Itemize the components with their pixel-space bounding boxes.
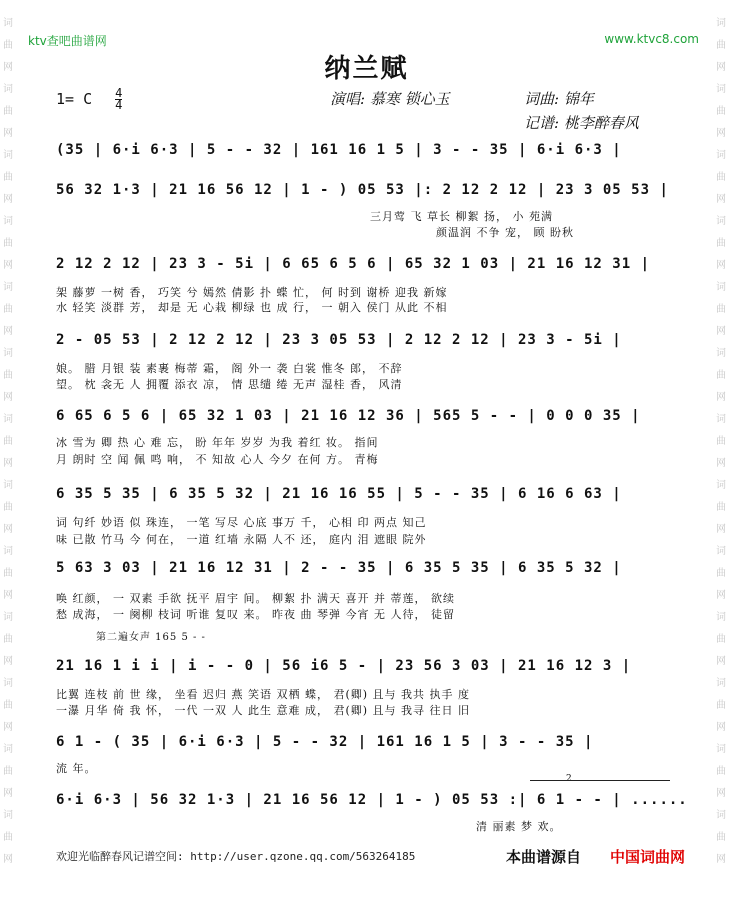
- side-watermark-glyph: 网: [716, 788, 726, 799]
- side-watermark-glyph: 曲: [716, 766, 726, 777]
- side-watermark-glyph: 词: [3, 414, 13, 425]
- side-watermark-glyph: 曲: [3, 40, 13, 51]
- side-watermark-glyph: 网: [716, 854, 726, 865]
- score-row-8-sub-voice: 第二遍女声 165 5 - -: [96, 632, 206, 643]
- score-row-3-notes: 2 12 2 12 | 23 3 - 5i | 6 65 6 5 6 | 65 32 1 03 | 21 16 12 31 |: [56, 256, 651, 272]
- side-watermark-glyph: 曲: [716, 106, 726, 117]
- side-watermark-glyph: 词: [716, 18, 726, 29]
- side-watermark-glyph: 曲: [3, 568, 13, 579]
- side-watermark-glyph: 词: [716, 414, 726, 425]
- side-watermark-glyph: 网: [3, 722, 13, 733]
- side-watermark-glyph: 词: [716, 546, 726, 557]
- score-row-9-notes: 6 1 - ( 35 | 6·i 6·3 | 5 - - 32 | 161 16 1 5 | 3 - - 35 |: [56, 734, 594, 750]
- footer-source-label: 本曲谱源自: [506, 848, 582, 866]
- side-watermark-glyph: 词: [716, 678, 726, 689]
- side-watermark-glyph: 网: [3, 326, 13, 337]
- performers: 演唱: 慕寒 锁心玉: [330, 90, 450, 108]
- score-row-7-lyric-2: 愁 成海， 一 阕柳 枝词 听谁 复叹 来。 昨夜 曲 琴弹 今宵 无 人待， 徒留: [56, 608, 455, 621]
- footer-source-site: 中国词曲网: [610, 848, 686, 866]
- side-watermark-glyph: 曲: [716, 634, 726, 645]
- side-watermark-glyph: 曲: [716, 832, 726, 843]
- side-watermark-glyph: 曲: [716, 568, 726, 579]
- time-top: 4: [115, 86, 123, 100]
- side-watermark-glyph: 曲: [3, 436, 13, 447]
- side-watermark-glyph: 网: [716, 194, 726, 205]
- score-row-2-lyric-2: 颜温润 不争 宠， 顾 盼秋: [436, 226, 574, 239]
- side-watermark-glyph: 网: [716, 656, 726, 667]
- side-watermark-glyph: 词: [716, 282, 726, 293]
- side-watermark-glyph: 词: [716, 480, 726, 491]
- side-watermark-glyph: 词: [716, 810, 726, 821]
- watermark-site-right: www.ktvc8.com: [604, 32, 699, 46]
- side-watermark-glyph: 曲: [3, 370, 13, 381]
- side-watermark-glyph: 词: [3, 810, 13, 821]
- score-row-8-notes: 21 16 1 i i | i - - 0 | 56 i6 5 - | 23 56 3 03 | 21 16 12 3 |: [56, 658, 632, 674]
- side-watermark-glyph: 词: [716, 150, 726, 161]
- watermark-site-left: ktv查吧曲谱网: [28, 34, 107, 48]
- side-watermark-glyph: 词: [3, 150, 13, 161]
- side-watermark-glyph: 词: [3, 282, 13, 293]
- score-row-7-notes: 5 63 3 03 | 21 16 12 31 | 2 - - 35 | 6 35 5 35 | 6 35 5 32 |: [56, 560, 622, 576]
- score-row-6-notes: 6 35 5 35 | 6 35 5 32 | 21 16 16 55 | 5 - - 35 | 6 16 6 63 |: [56, 486, 622, 502]
- transcriber: 记谱: 桃李醉春风: [524, 114, 639, 132]
- score-row-8-lyric-2: 一瀑 月华 倚 我 怀， 一代 一双 人 此生 意难 成， 君(卿) 且与 我寻 往日 旧: [56, 704, 471, 717]
- song-title: 纳兰赋: [324, 54, 409, 84]
- score-row-4-lyric-1: 娘。 腊 月银 装 素裹 梅蒂 霜， 阁 外一 袭 白裳 惟冬 郎， 不辞: [56, 362, 403, 375]
- left-watermark-column: [0, 0, 20, 897]
- side-watermark-glyph: 网: [3, 128, 13, 139]
- side-watermark-glyph: 曲: [3, 304, 13, 315]
- time-signature: [115, 88, 122, 111]
- score-row-6-lyric-2: 味 已散 竹马 今 何在， 一道 红墙 永隔 人不 还， 庭内 泪 遮眼 院外: [56, 533, 427, 546]
- composer: 词曲: 锦年: [524, 90, 594, 108]
- score-row-9-lyric-1: 流 年。: [56, 762, 97, 775]
- side-watermark-glyph: 曲: [716, 238, 726, 249]
- side-watermark-glyph: 词: [3, 18, 13, 29]
- time-bottom: 4: [115, 98, 123, 112]
- side-watermark-glyph: 网: [716, 524, 726, 535]
- side-watermark-glyph: 曲: [716, 436, 726, 447]
- side-watermark-glyph: 词: [3, 348, 13, 359]
- side-watermark-glyph: 曲: [3, 106, 13, 117]
- side-watermark-glyph: 网: [716, 722, 726, 733]
- side-watermark-glyph: 网: [3, 392, 13, 403]
- side-watermark-glyph: 网: [3, 524, 13, 535]
- side-watermark-glyph: 曲: [716, 40, 726, 51]
- side-watermark-glyph: 曲: [716, 172, 726, 183]
- volta-ending-number: 2: [566, 774, 573, 784]
- side-watermark-glyph: 词: [3, 744, 13, 755]
- side-watermark-glyph: 曲: [716, 700, 726, 711]
- side-watermark-glyph: 网: [3, 590, 13, 601]
- side-watermark-glyph: 曲: [3, 238, 13, 249]
- score-row-5-lyric-2: 月 朗时 空 闻 佩 鸣 响， 不 知故 心人 今夕 在何 方。 青梅: [56, 453, 379, 466]
- side-watermark-glyph: 词: [3, 480, 13, 491]
- side-watermark-glyph: 词: [3, 84, 13, 95]
- score-row-3-lyric-2: 水 轻笑 淡群 芳， 却是 无 心栽 柳绿 也 成 行， 一 朝入 侯门 从此 不相: [56, 301, 448, 314]
- side-watermark-glyph: 网: [716, 590, 726, 601]
- side-watermark-glyph: 词: [3, 612, 13, 623]
- score-row-2-notes: 56 32 1·3 | 21 16 56 12 | 1 - ) 05 53 |: 2 12 2 12 | 23 3 05 53 |: [56, 182, 669, 198]
- score-row-3-lyric-1: 架 藤萝 一树 香， 巧笑 兮 嫣然 倩影 扑 蝶 忙， 何 时到 谢桥 迎我 新嫁: [56, 286, 448, 299]
- side-watermark-glyph: 网: [3, 656, 13, 667]
- key-signature: [56, 88, 122, 111]
- side-watermark-glyph: 网: [3, 62, 13, 73]
- footer-welcome: 欢迎光临醉春风记谱空间: http://user.qzone.qq.com/563264185: [56, 850, 416, 863]
- score-row-1-notes: (35 | 6·i 6·3 | 5 - - 32 | 161 16 1 5 | 3 - - 35 | 6·i 6·3 |: [56, 142, 622, 158]
- side-watermark-glyph: 曲: [3, 502, 13, 513]
- side-watermark-glyph: 网: [716, 458, 726, 469]
- side-watermark-glyph: 词: [716, 612, 726, 623]
- side-watermark-glyph: 曲: [3, 700, 13, 711]
- side-watermark-glyph: 词: [716, 348, 726, 359]
- side-watermark-glyph: 网: [716, 392, 726, 403]
- side-watermark-glyph: 曲: [716, 370, 726, 381]
- volta-bracket: [530, 780, 670, 781]
- side-watermark-glyph: 词: [3, 546, 13, 557]
- side-watermark-glyph: 词: [716, 744, 726, 755]
- side-watermark-glyph: 词: [3, 678, 13, 689]
- score-row-2-lyric-1: 三月莺 飞 草长 柳絮 扬， 小 苑满: [370, 210, 553, 223]
- side-watermark-glyph: 网: [716, 326, 726, 337]
- score-row-7-lyric-1: 唤 红颜， 一 双素 手欲 抚平 眉宇 间。 柳絮 扑 满天 喜开 并 蒂莲， 欲续: [56, 592, 455, 605]
- side-watermark-glyph: 曲: [3, 172, 13, 183]
- score-row-6-lyric-1: 词 句纤 妙语 似 珠连， 一笔 写尽 心底 事万 千， 心相 印 两点 知己: [56, 516, 427, 529]
- score-row-4-notes: 2 - 05 53 | 2 12 2 12 | 23 3 05 53 | 2 12 2 12 | 23 3 - 5i |: [56, 332, 622, 348]
- side-watermark-glyph: 曲: [716, 502, 726, 513]
- right-watermark-column: [713, 0, 733, 897]
- side-watermark-glyph: 曲: [3, 832, 13, 843]
- key-label: 1= C: [56, 90, 93, 108]
- score-row-10-notes: 6·i 6·3 | 56 32 1·3 | 21 16 56 12 | 1 - ) 05 53 :| 6 1 - - | ......: [56, 792, 688, 808]
- side-watermark-glyph: 网: [3, 458, 13, 469]
- score-row-10-lyric-1: 清 丽素 梦 欢。: [476, 820, 562, 833]
- side-watermark-glyph: 曲: [716, 304, 726, 315]
- side-watermark-glyph: 词: [716, 216, 726, 227]
- score-row-8-lyric-1: 比翼 连枝 前 世 缘， 坐看 迟归 燕 笑语 双栖 蝶， 君(卿) 且与 我共 执手 度: [56, 688, 471, 701]
- side-watermark-glyph: 网: [716, 128, 726, 139]
- side-watermark-glyph: 网: [716, 62, 726, 73]
- score-row-5-notes: 6 65 6 5 6 | 65 32 1 03 | 21 16 12 36 | 565 5 - - | 0 0 0 35 |: [56, 408, 641, 424]
- side-watermark-glyph: 网: [3, 854, 13, 865]
- side-watermark-glyph: 词: [3, 216, 13, 227]
- score-row-5-lyric-1: 冰 雪为 卿 热 心 难 忘， 盼 年年 岁岁 为我 着红 妆。 指间: [56, 436, 379, 449]
- side-watermark-glyph: 网: [3, 788, 13, 799]
- side-watermark-glyph: 词: [716, 84, 726, 95]
- score-row-4-lyric-2: 望。 枕 衾无 人 拥覆 添衣 凉， 情 思缱 绻 无声 湿桂 香， 风清: [56, 378, 403, 391]
- side-watermark-glyph: 网: [3, 194, 13, 205]
- side-watermark-glyph: 网: [3, 260, 13, 271]
- side-watermark-glyph: 网: [716, 260, 726, 271]
- side-watermark-glyph: 曲: [3, 634, 13, 645]
- side-watermark-glyph: 曲: [3, 766, 13, 777]
